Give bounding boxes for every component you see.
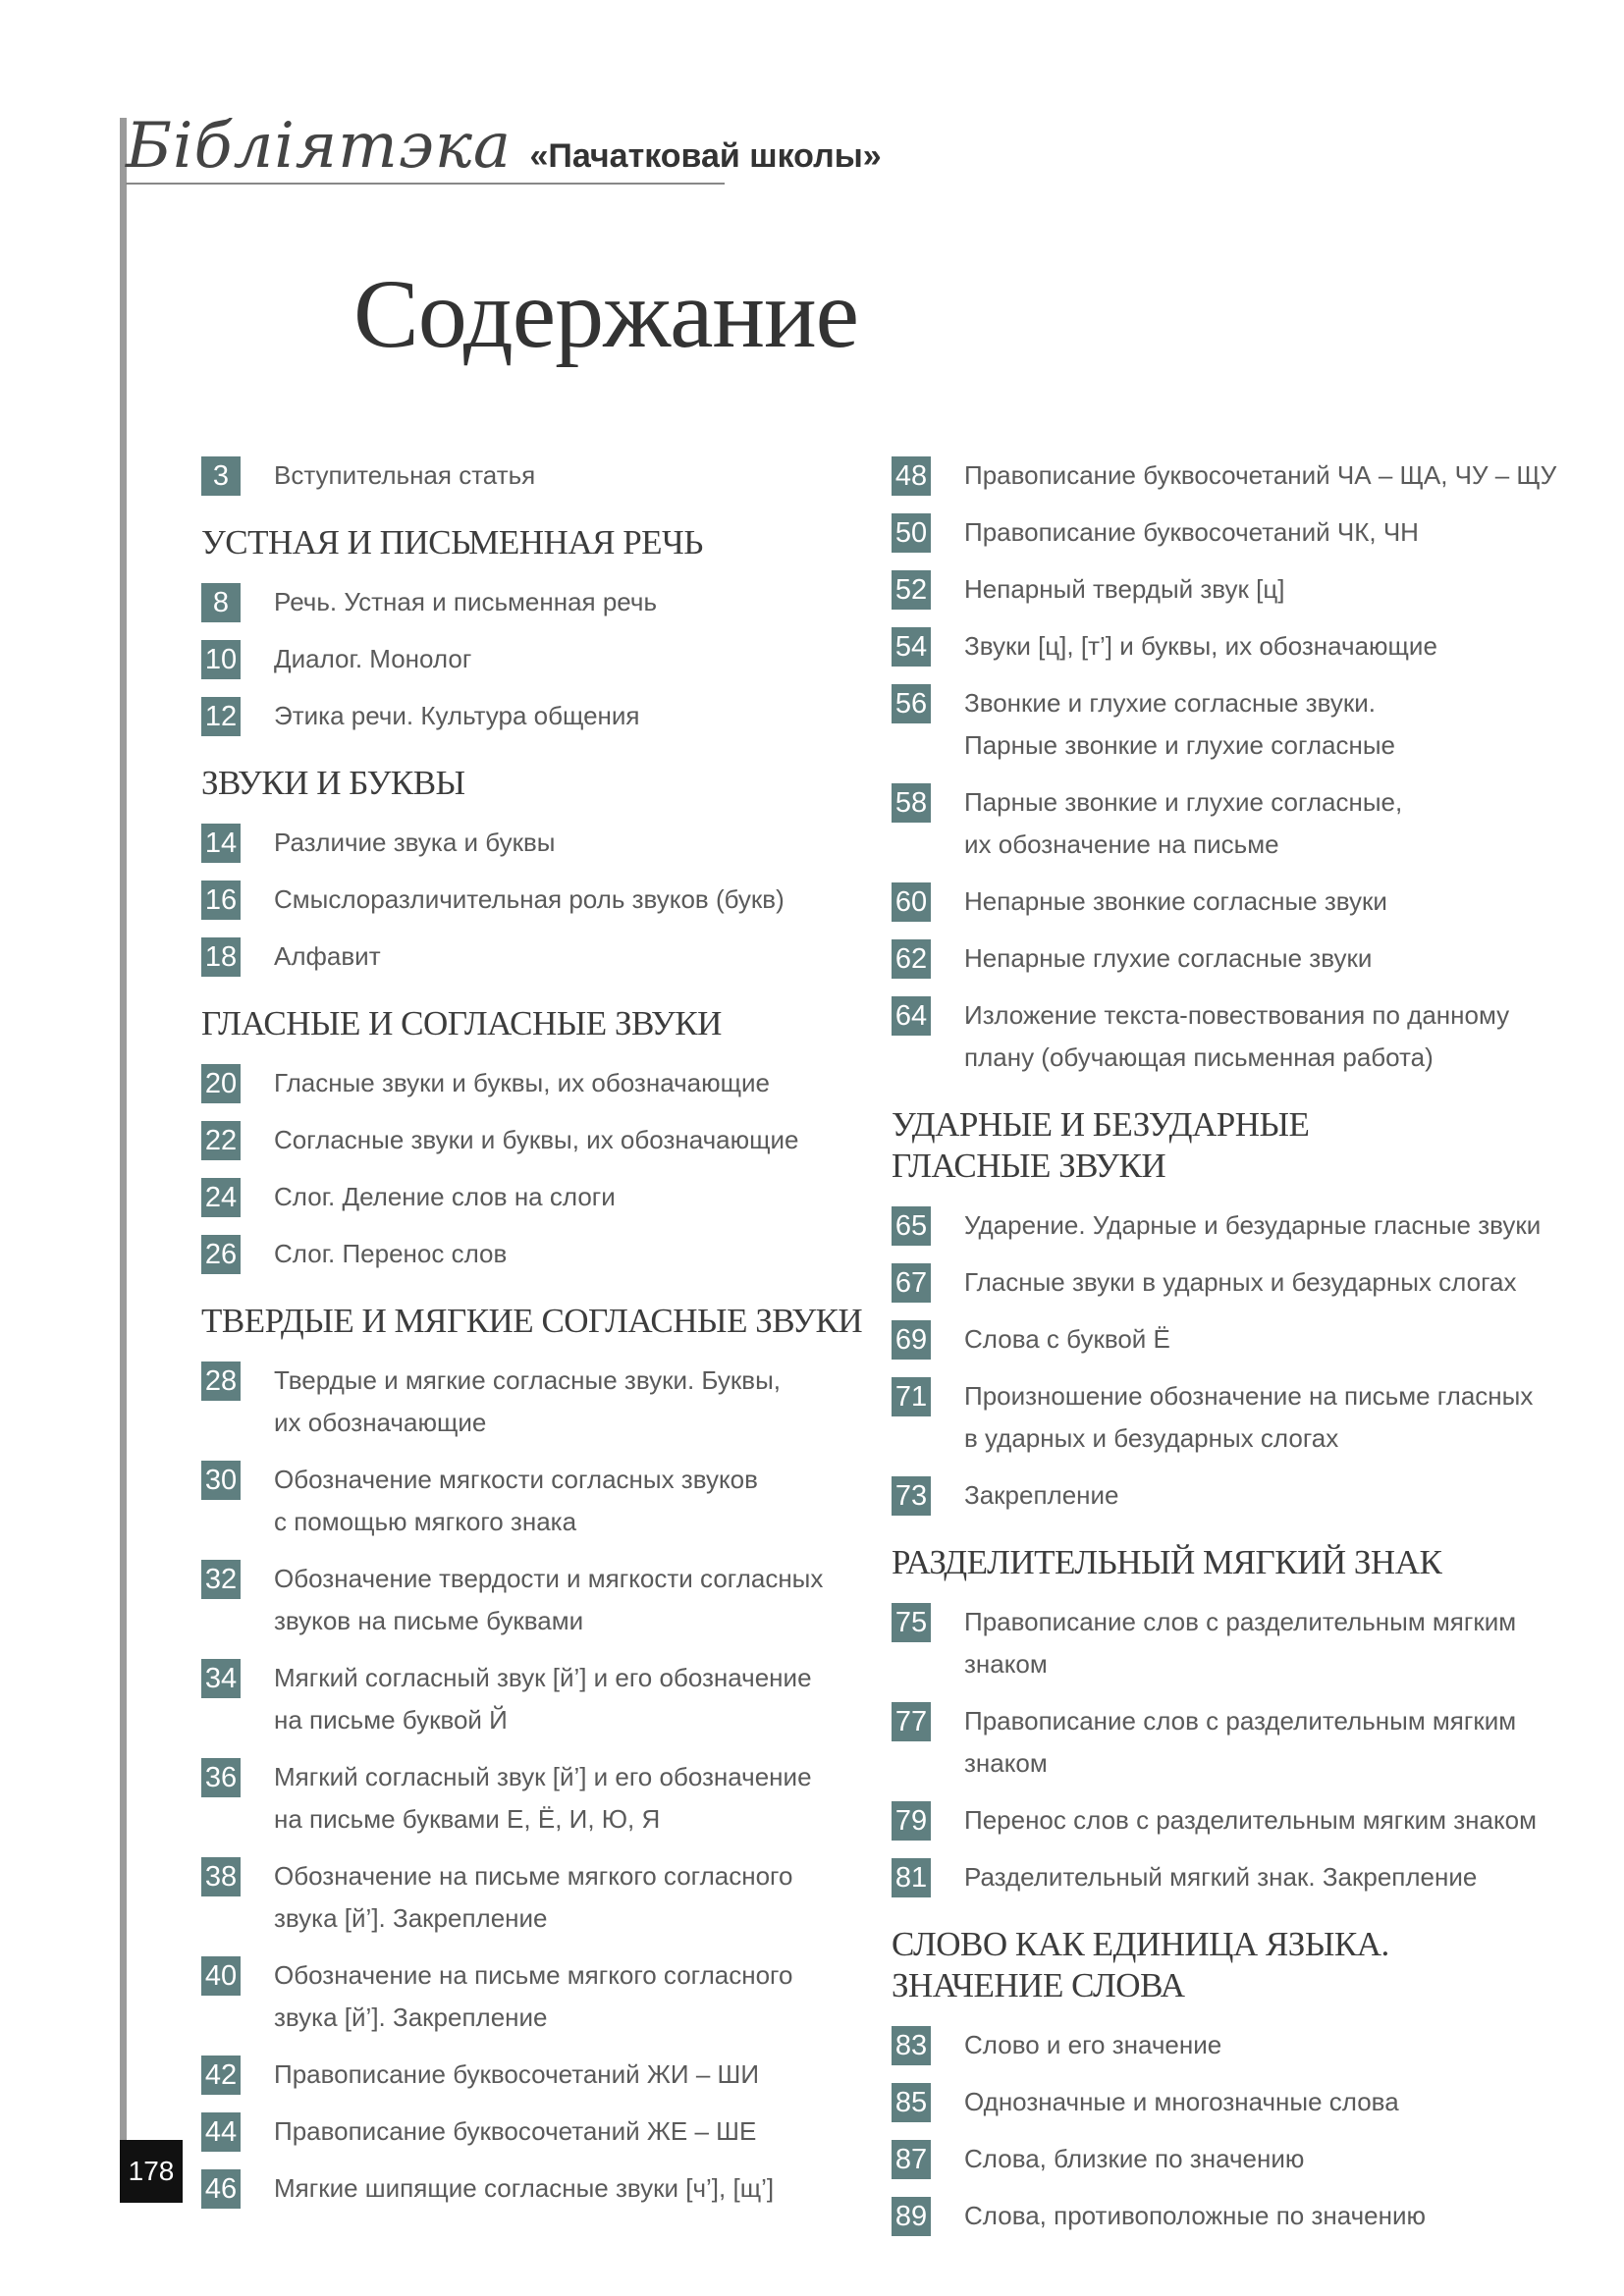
toc-right-column — [892, 456, 1598, 2254]
toc-entry-label: Правописание буквосочетаний ЧА – ЩА, ЧУ – ЩУ — [964, 460, 1557, 490]
toc-page-number: 28 — [201, 1362, 241, 1401]
series-header — [126, 110, 882, 188]
toc-entry — [201, 1956, 908, 2039]
toc-entry-label: Согласные звуки и буквы, их обозначающие — [274, 1125, 799, 1154]
toc-entry-label: Гласные звуки и буквы, их обозначающие — [274, 1068, 770, 1097]
toc-page-number: 3 — [201, 456, 241, 496]
toc-entry-label: Непарные глухие согласные звуки — [964, 943, 1373, 973]
toc-page-number: 8 — [201, 583, 241, 622]
toc-page-number: 30 — [201, 1461, 241, 1500]
section-heading: УСТНАЯ И ПИСЬМЕННАЯ РЕЧЬ — [201, 523, 703, 561]
toc-entry-label: Перенос слов с разделительным мягким знаком — [964, 1805, 1537, 1835]
toc-entry-label: Слова с буквой Ё — [964, 1324, 1170, 1354]
toc-page-number: 83 — [892, 2026, 931, 2065]
toc-entry — [892, 1206, 1598, 1247]
toc-entry — [201, 1758, 908, 1841]
toc-entry-label: Правописание буквосочетаний ЧК, ЧН — [964, 517, 1419, 547]
toc-entry-label: Ударение. Ударные и безударные гласные звуки — [964, 1210, 1542, 1240]
toc-entry — [201, 1121, 908, 1161]
section-heading: СЛОВО КАК ЕДИНИЦА ЯЗЫКА. ЗНАЧЕНИЕ СЛОВА — [892, 1925, 1389, 2004]
toc-entry — [892, 456, 1598, 497]
toc-entry-label: Произношение обозначение на письме гласных в ударных и безударных слогах — [964, 1381, 1534, 1453]
toc-entry-label: Мягкий согласный звук [й’] и его обозначение на письме буквами Е, Ё, И, Ю, Я — [274, 1762, 812, 1834]
section-heading: ГЛАСНЫЕ И СОГЛАСНЫЕ ЗВУКИ — [201, 1004, 722, 1042]
toc-entry-label: Изложение текста-повествования по данному плану (обучающая письменная работа) — [964, 1000, 1510, 1072]
toc-page-number: 12 — [201, 697, 241, 736]
series-name: «Пачатковай школы» — [529, 137, 882, 175]
toc-entry-label: Диалог. Монолог — [274, 644, 472, 673]
toc-entry-label: Слог. Перенос слов — [274, 1239, 508, 1268]
toc-entry-label: Гласные звуки в ударных и безударных слогах — [964, 1267, 1517, 1297]
toc-entry — [201, 1362, 908, 1444]
toc-entry-label: Смыслоразличительная роль звуков (букв) — [274, 884, 785, 914]
toc-page-number: 73 — [892, 1476, 931, 1516]
toc-page-number: 89 — [892, 2197, 931, 2236]
toc-entry — [201, 456, 908, 497]
toc-entry-label: Слог. Деление слов на слоги — [274, 1182, 616, 1211]
toc-entry — [892, 1858, 1598, 1898]
toc-entry — [201, 2169, 908, 2210]
toc-entry — [892, 1377, 1598, 1460]
toc-entry-label: Обозначение твердости и мягкости согласных звуков на письме буквами — [274, 1564, 824, 1635]
toc-entry-label: Правописание буквосочетаний ЖЕ – ШЕ — [274, 2116, 757, 2146]
toc-entry — [201, 1235, 908, 1275]
toc-entry — [892, 2140, 1598, 2180]
toc-entry-label: Этика речи. Культура общения — [274, 701, 640, 730]
toc-entry — [892, 1263, 1598, 1304]
toc-page-number: 10 — [201, 640, 241, 679]
toc-page-number: 46 — [201, 2169, 241, 2209]
toc-entry-label: Обозначение на письме мягкого согласного звука [й’]. Закрепление — [274, 1960, 793, 2032]
toc-entry — [892, 1320, 1598, 1361]
section-heading: РАЗДЕЛИТЕЛЬНЫЙ МЯГКИЙ ЗНАК — [892, 1543, 1442, 1581]
toc-page-number: 54 — [892, 627, 931, 667]
toc-entry-label: Слова, близкие по значению — [964, 2144, 1305, 2173]
toc-page-number: 71 — [892, 1377, 931, 1416]
toc-entry — [892, 939, 1598, 980]
toc-page-number: 20 — [201, 1064, 241, 1103]
toc-page-number: 77 — [892, 1702, 931, 1741]
toc-entry-label: Правописание слов с разделительным мягким знаком — [964, 1706, 1517, 1778]
toc-entry-label: Звонкие и глухие согласные звуки. Парные звонкие и глухие согласные — [964, 688, 1396, 760]
toc-entry — [892, 513, 1598, 554]
toc-entry-label: Слова, противоположные по значению — [964, 2201, 1427, 2230]
toc-entry-label: Различие звука и буквы — [274, 828, 556, 857]
toc-page-number: 56 — [892, 684, 931, 723]
toc-page-number: 40 — [201, 1956, 241, 1996]
toc-entry — [892, 627, 1598, 667]
toc-entry — [201, 2112, 908, 2153]
toc-entry — [201, 1178, 908, 1218]
toc-entry — [892, 2026, 1598, 2066]
toc-page-number: 34 — [201, 1659, 241, 1698]
toc-entry — [892, 684, 1598, 767]
toc-page-number: 85 — [892, 2083, 931, 2122]
toc-page-number: 22 — [201, 1121, 241, 1160]
toc-page-number: 62 — [892, 939, 931, 979]
toc-page-number: 58 — [892, 783, 931, 823]
toc-entry-label: Твердые и мягкие согласные звуки. Буквы, их обозначающие — [274, 1365, 782, 1437]
toc-entry — [201, 1064, 908, 1104]
section-heading: УДАРНЫЕ И БЕЗУДАРНЫЕ ГЛАСНЫЕ ЗВУКИ — [892, 1105, 1310, 1185]
toc-entry-label: Алфавит — [274, 941, 381, 971]
section-heading: ТВЕРДЫЕ И МЯГКИЕ СОГЛАСНЫЕ ЗВУКИ — [201, 1302, 863, 1340]
toc-page-number: 42 — [201, 2056, 241, 2095]
toc-entry-label: Обозначение мягкости согласных звуков с помощью мягкого знака — [274, 1465, 758, 1536]
toc-entry — [201, 697, 908, 737]
toc-page-number: 44 — [201, 2112, 241, 2152]
header-rule — [126, 183, 725, 185]
toc-entry — [892, 996, 1598, 1079]
toc-page-number: 48 — [892, 456, 931, 496]
toc-page-number: 14 — [201, 824, 241, 863]
toc-entry-label: Закрепление — [964, 1480, 1119, 1510]
toc-page-number: 26 — [201, 1235, 241, 1274]
toc-page-number: 81 — [892, 1858, 931, 1897]
toc-entry-label: Мягкий согласный звук [й’] и его обозначение на письме буквой Й — [274, 1663, 812, 1735]
toc-entry — [892, 1476, 1598, 1517]
toc-page-number: 87 — [892, 2140, 931, 2179]
series-script: Бібліятэка — [126, 110, 513, 183]
page-title: Содержание — [353, 259, 858, 368]
toc-page-number: 50 — [892, 513, 931, 553]
toc-entry-label: Обозначение на письме мягкого согласного звука [й’]. Закрепление — [274, 1861, 793, 1933]
toc-entry-label: Слово и его значение — [964, 2030, 1222, 2059]
toc-entry-label: Парные звонкие и глухие согласные, их обозначение на письме — [964, 787, 1403, 859]
toc-page-number: 52 — [892, 570, 931, 610]
toc-page-number: 69 — [892, 1320, 931, 1360]
toc-entry-label: Правописание слов с разделительным мягким знаком — [964, 1607, 1517, 1679]
toc-entry-label: Непарные звонкие согласные звуки — [964, 886, 1387, 916]
toc-entry — [201, 2056, 908, 2096]
toc-page-number: 64 — [892, 996, 931, 1036]
section-heading: ЗВУКИ И БУКВЫ — [201, 764, 465, 802]
toc-page-number: 60 — [892, 882, 931, 922]
toc-entry — [892, 2083, 1598, 2123]
toc-page-number: 24 — [201, 1178, 241, 1217]
toc-entry — [201, 824, 908, 864]
toc-page-number: 79 — [892, 1801, 931, 1841]
toc-entry — [892, 783, 1598, 866]
toc-page-number: 36 — [201, 1758, 241, 1797]
toc-entry-label: Однозначные и многозначные слова — [964, 2087, 1399, 2116]
toc-entry — [201, 583, 908, 623]
page-number: 178 — [120, 2140, 183, 2203]
toc-entry — [892, 2197, 1598, 2237]
toc-entry-label: Вступительная статья — [274, 460, 536, 490]
toc-entry-label: Звуки [ц], [т’] и буквы, их обозначающие — [964, 631, 1437, 661]
toc-entry-label: Правописание буквосочетаний ЖИ – ШИ — [274, 2059, 760, 2089]
toc-page-number: 18 — [201, 937, 241, 977]
toc-entry — [892, 882, 1598, 923]
toc-page-number: 67 — [892, 1263, 931, 1303]
toc-page-number: 38 — [201, 1857, 241, 1896]
toc-entry — [201, 640, 908, 680]
toc-entry-label: Мягкие шипящие согласные звуки [ч’], [щ’] — [274, 2173, 775, 2203]
toc-page-number: 16 — [201, 881, 241, 920]
toc-entry — [892, 1603, 1598, 1685]
toc-entry — [892, 1702, 1598, 1785]
toc-entry-label: Разделительный мягкий знак. Закрепление — [964, 1862, 1478, 1892]
toc-entry — [892, 1801, 1598, 1842]
toc-entry — [201, 937, 908, 978]
toc-page-number: 65 — [892, 1206, 931, 1246]
toc-entry — [201, 1659, 908, 1741]
margin-rule — [120, 118, 127, 2199]
toc-page-number: 75 — [892, 1603, 931, 1642]
toc-entry — [201, 1461, 908, 1543]
toc-entry — [892, 570, 1598, 611]
toc-entry — [201, 1857, 908, 1940]
toc-entry — [201, 1560, 908, 1642]
toc-entry — [201, 881, 908, 921]
toc-entry-label: Непарный твердый звук [ц] — [964, 574, 1285, 604]
toc-entry-label: Речь. Устная и письменная речь — [274, 587, 657, 616]
toc-left-column — [201, 456, 908, 2226]
toc-page-number: 32 — [201, 1560, 241, 1599]
